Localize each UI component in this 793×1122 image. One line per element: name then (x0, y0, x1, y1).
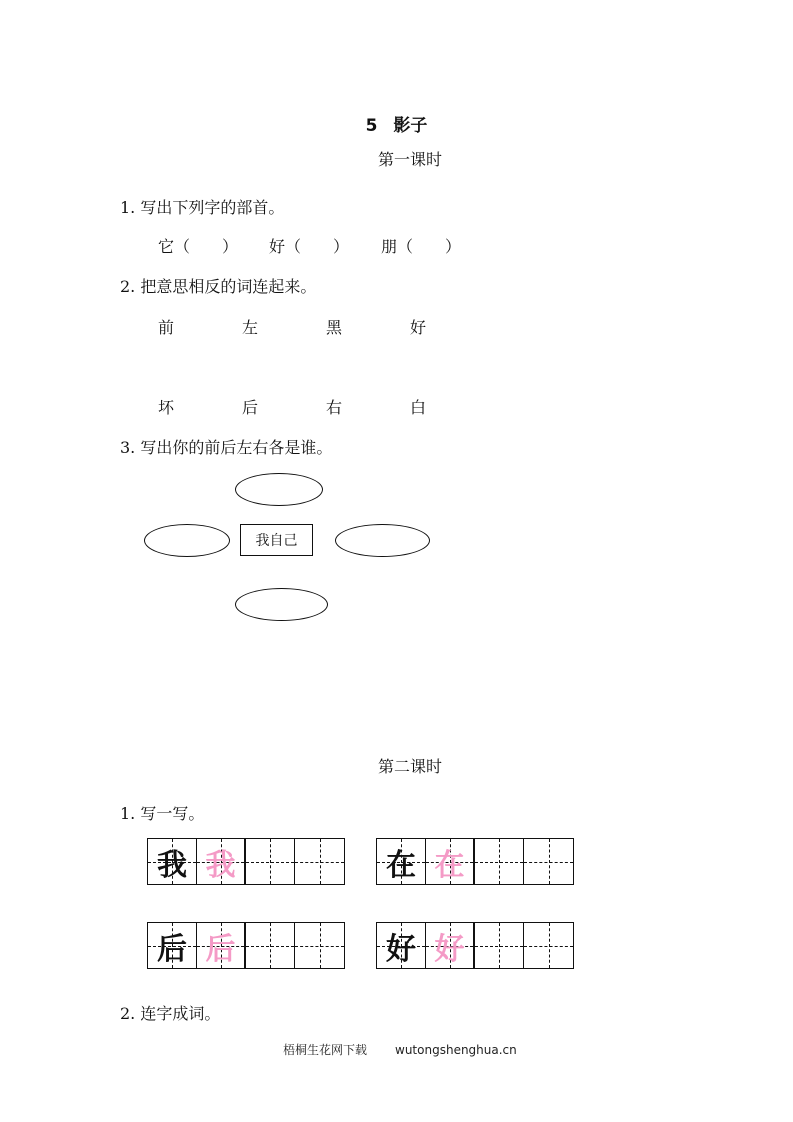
practice-cell[interactable] (246, 839, 295, 884)
practice-cell[interactable] (295, 923, 344, 968)
page-title (0, 111, 793, 136)
radical-item: 它（ ） (158, 234, 238, 257)
question-3-prompt: 3. 写出你的前后左右各是谁。 (120, 438, 333, 457)
match-word-top[interactable]: 前 (158, 318, 175, 337)
match-word-bottom[interactable]: 后 (242, 398, 259, 417)
answer-blank[interactable]: （ ） (285, 237, 350, 256)
answer-blank[interactable]: （ ） (397, 237, 462, 256)
trace-cell: 在 (426, 839, 475, 884)
question-1-prompt: 1. 写出下列字的部首。 (120, 198, 285, 217)
writing-grid (376, 838, 574, 885)
front-answer-ellipse[interactable] (235, 473, 323, 506)
model-cell: 后 (148, 923, 197, 968)
model-cell: 好 (377, 923, 426, 968)
practice-cell[interactable] (475, 839, 524, 884)
radical-item: 好（ ） (269, 234, 349, 257)
question-2-prompt: 2. 把意思相反的词连起来。 (120, 277, 317, 296)
period-2-heading: 第二课时 (377, 757, 442, 776)
footer-site-name: 梧桐生花网下载 (283, 1043, 368, 1057)
answer-blank[interactable]: （ ） (174, 237, 239, 256)
match-word-top[interactable]: 好 (410, 318, 427, 337)
writing-grid (147, 838, 345, 885)
myself-label: 我自己 (255, 533, 298, 549)
match-word-bottom[interactable]: 右 (326, 398, 343, 417)
match-word-top[interactable]: 左 (242, 318, 259, 337)
practice-cell[interactable] (475, 923, 524, 968)
back-answer-ellipse[interactable] (235, 588, 328, 621)
practice-cell[interactable] (246, 923, 295, 968)
match-word-bottom[interactable]: 白 (410, 398, 427, 417)
question-words-prompt: 2. 连字成词。 (120, 1004, 221, 1023)
practice-cell[interactable] (295, 839, 344, 884)
left-answer-ellipse[interactable] (144, 524, 230, 557)
practice-cell[interactable] (524, 839, 573, 884)
myself-box (240, 524, 313, 556)
lesson-number: 5 (365, 116, 378, 136)
footer-site-url[interactable]: wutongshenghua.cn (395, 1043, 517, 1057)
model-cell: 在 (377, 839, 426, 884)
period-1-heading: 第一课时 (377, 150, 442, 169)
practice-cell[interactable] (524, 923, 573, 968)
trace-cell: 好 (426, 923, 475, 968)
lesson-title: 影子 (393, 116, 428, 136)
question-write-prompt: 1. 写一写。 (120, 804, 205, 823)
trace-cell: 我 (197, 839, 246, 884)
model-cell: 我 (148, 839, 197, 884)
right-answer-ellipse[interactable] (335, 524, 430, 557)
writing-grid (147, 922, 345, 969)
match-word-bottom[interactable]: 坏 (158, 398, 175, 417)
footer (283, 1041, 517, 1058)
match-word-top[interactable]: 黑 (326, 318, 343, 337)
writing-grid (376, 922, 574, 969)
trace-cell: 后 (197, 923, 246, 968)
radical-item: 朋（ ） (381, 234, 461, 257)
